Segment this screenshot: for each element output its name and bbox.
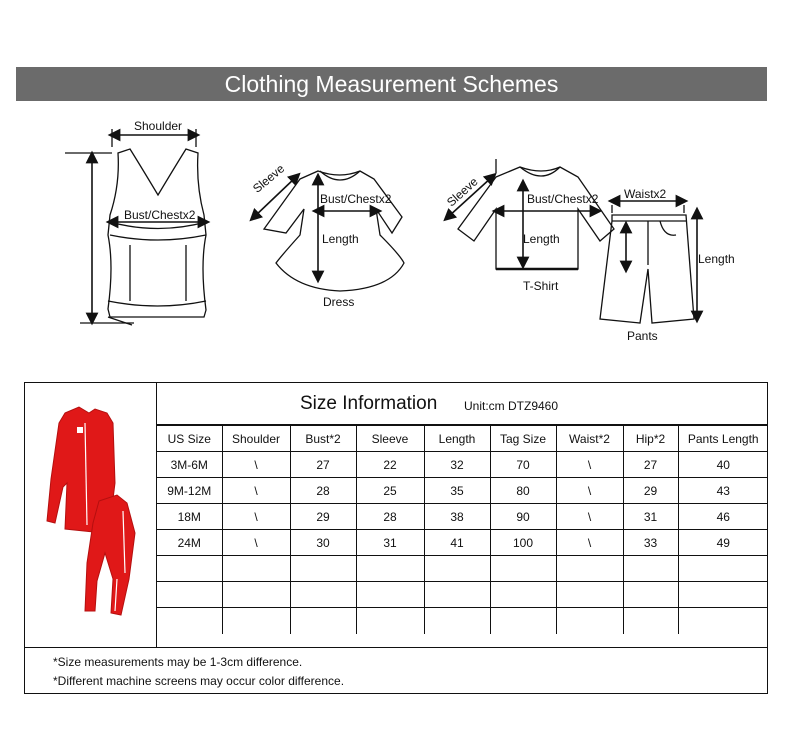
- size-information-box: [24, 382, 768, 694]
- table-cell: [424, 608, 490, 634]
- dress-caption: Dress: [323, 295, 355, 309]
- table-cell: 25: [356, 478, 424, 504]
- header-cell: US Size: [157, 426, 222, 452]
- tshirt-length-label: Length: [523, 232, 560, 246]
- table-row: [157, 608, 768, 634]
- table-row: [157, 582, 768, 608]
- table-cell: 31: [623, 504, 678, 530]
- table-cell: [157, 556, 222, 582]
- table-cell: 24M: [157, 530, 222, 556]
- table-cell: [490, 608, 556, 634]
- table-cell: [290, 556, 356, 582]
- table-cell: 40: [678, 452, 768, 478]
- table-row: [157, 504, 768, 530]
- pants-waist-label: Waistx2: [624, 187, 667, 201]
- table-cell: [222, 608, 290, 634]
- vest-shoulder-label: Shoulder: [134, 119, 183, 133]
- table-cell: [623, 608, 678, 634]
- table-cell: [623, 582, 678, 608]
- table-cell: [157, 582, 222, 608]
- header-cell: Tag Size: [490, 426, 556, 452]
- table-cell: 3M-6M: [157, 452, 222, 478]
- table-row: [157, 530, 768, 556]
- table-cell: 35: [424, 478, 490, 504]
- header-cell: Pants Length: [678, 426, 768, 452]
- table-cell: 43: [678, 478, 768, 504]
- header-cell: Shoulder: [222, 426, 290, 452]
- table-cell: [290, 608, 356, 634]
- table-cell: [556, 556, 623, 582]
- table-cell: 27: [623, 452, 678, 478]
- tshirt-sleeve-label: Sleeve: [444, 174, 481, 210]
- table-cell: \: [222, 478, 290, 504]
- header-cell: Hip*2: [623, 426, 678, 452]
- measurement-diagrams: [0, 105, 790, 355]
- table-cell: \: [556, 504, 623, 530]
- table-cell: [290, 582, 356, 608]
- header-cell: Length: [424, 426, 490, 452]
- table-cell: [424, 556, 490, 582]
- table-cell: 80: [490, 478, 556, 504]
- dress-length-label: Length: [322, 232, 359, 246]
- table-header-row: [157, 426, 768, 452]
- table-cell: [678, 556, 768, 582]
- pants-caption: Pants: [627, 329, 658, 343]
- table-cell: 46: [678, 504, 768, 530]
- table-cell: [490, 582, 556, 608]
- size-information-panel: [157, 383, 768, 647]
- table-cell: 31: [356, 530, 424, 556]
- table-cell: [157, 608, 222, 634]
- unit-label: Unit:cm DTZ9460: [464, 399, 559, 413]
- header-cell: Bust*2: [290, 426, 356, 452]
- table-cell: \: [222, 452, 290, 478]
- tshirt-caption: T-Shirt: [523, 279, 559, 293]
- table-row: [157, 478, 768, 504]
- table-cell: [490, 556, 556, 582]
- table-cell: \: [556, 452, 623, 478]
- table-cell: 49: [678, 530, 768, 556]
- table-cell: [678, 582, 768, 608]
- note-line: *Different machine screens may occur color difference.: [53, 674, 345, 688]
- table-cell: [623, 556, 678, 582]
- table-cell: 100: [490, 530, 556, 556]
- note-line: *Size measurements may be 1-3cm difference.: [53, 655, 303, 669]
- table-cell: [356, 556, 424, 582]
- red-tracksuit-image: [25, 383, 156, 646]
- tshirt-bust-label: Bust/Chestx2: [527, 192, 599, 206]
- table-cell: 32: [424, 452, 490, 478]
- table-cell: [356, 608, 424, 634]
- table-cell: [556, 582, 623, 608]
- size-table: [157, 425, 768, 634]
- table-row: [157, 452, 768, 478]
- table-cell: [222, 556, 290, 582]
- table-cell: \: [556, 478, 623, 504]
- header-cell: Sleeve: [356, 426, 424, 452]
- table-cell: 38: [424, 504, 490, 530]
- header-cell: Waist*2: [556, 426, 623, 452]
- dress-sleeve-label: Sleeve: [250, 161, 288, 196]
- table-cell: [556, 608, 623, 634]
- table-row: [157, 556, 768, 582]
- garment-sketches: [0, 105, 790, 355]
- table-cell: \: [222, 530, 290, 556]
- size-notes: [25, 647, 767, 693]
- table-cell: [222, 582, 290, 608]
- table-cell: \: [222, 504, 290, 530]
- table-cell: 70: [490, 452, 556, 478]
- size-information-header: [157, 383, 768, 425]
- table-cell: [424, 582, 490, 608]
- tshirt-sketch: [458, 159, 614, 269]
- dress-bust-label: Bust/Chestx2: [320, 192, 392, 206]
- pants-length-label: Length: [698, 252, 735, 266]
- table-cell: 22: [356, 452, 424, 478]
- table-cell: 30: [290, 530, 356, 556]
- table-cell: [678, 608, 768, 634]
- table-cell: 90: [490, 504, 556, 530]
- table-cell: 27: [290, 452, 356, 478]
- table-cell: 18M: [157, 504, 222, 530]
- table-cell: \: [556, 530, 623, 556]
- vest-sketch: [65, 129, 206, 325]
- table-cell: 28: [356, 504, 424, 530]
- table-cell: 9M-12M: [157, 478, 222, 504]
- pants-sketch: [600, 205, 694, 323]
- page-banner: Clothing Measurement Schemes: [16, 67, 767, 101]
- table-cell: 29: [623, 478, 678, 504]
- table-cell: 29: [290, 504, 356, 530]
- product-photo: [25, 383, 157, 647]
- table-cell: 33: [623, 530, 678, 556]
- vest-bust-label: Bust/Chestx2: [124, 208, 196, 222]
- dress-sketch: [264, 171, 404, 291]
- table-cell: [356, 582, 424, 608]
- table-cell: 41: [424, 530, 490, 556]
- size-information-title: Size Information: [300, 393, 438, 414]
- table-cell: 28: [290, 478, 356, 504]
